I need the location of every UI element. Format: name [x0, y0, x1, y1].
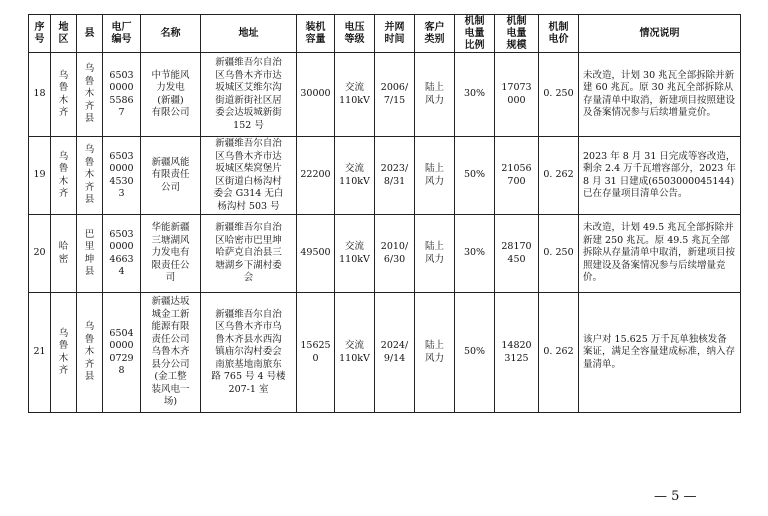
cell-ratio: 30%: [455, 53, 495, 137]
cell-voltage: 交流 110kV: [335, 215, 375, 293]
cell-ratio: 50%: [455, 137, 495, 215]
header-grid-time: 并网 时间: [375, 15, 415, 53]
cell-grid-time: 2006/ 7/15: [375, 53, 415, 137]
cell-no: 20: [29, 215, 51, 293]
cell-address: 新疆维吾尔自治 区哈密市巴里坤 哈萨克自治县三 塘湖乡下湖村委 会: [201, 215, 297, 293]
header-capacity: 装机 容量: [297, 15, 335, 53]
header-county: 县: [77, 15, 103, 53]
cell-voltage: 交流 110kV: [335, 53, 375, 137]
cell-price: 0. 262: [539, 137, 579, 215]
cell-no: 21: [29, 293, 51, 413]
cell-customer: 陆上 风力: [415, 215, 455, 293]
cell-county: 乌 鲁 木 齐 县: [77, 137, 103, 215]
header-voltage: 电压 等级: [335, 15, 375, 53]
header-name: 名称: [141, 15, 201, 53]
cell-voltage: 交流 110kV: [335, 293, 375, 413]
cell-grid-time: 2024/ 9/14: [375, 293, 415, 413]
cell-capacity: 15625 0: [297, 293, 335, 413]
cell-address: 新疆维吾尔自治 区乌鲁木齐市乌 鲁木齐县水西沟 镇庙尔沟村委会 南旅基地南旅东 路 765 号 4 号楼 207-1 室: [201, 293, 297, 413]
cell-name: 中节能风 力发电 (新疆) 有限公司: [141, 53, 201, 137]
cell-name: 华能新疆 三塘湖风 力发电有 限责任公 司: [141, 215, 201, 293]
cell-scale: 28170 450: [495, 215, 539, 293]
header-no: 序 号: [29, 15, 51, 53]
cell-region: 乌 鲁 木 齐: [51, 53, 77, 137]
table-row: [29, 293, 741, 413]
header-plant-id: 电厂 编号: [103, 15, 141, 53]
cell-name: 新疆风能 有限责任 公司: [141, 137, 201, 215]
cell-note: 未改造，计划 30 兆瓦全部拆除并新建 60 兆瓦。原 30 兆瓦全部拆除从存量清单中取消，新建项目按照建设及备案情况参与后续增量竞价。: [579, 53, 741, 137]
cell-plant-id: 6503 0000 5586 7: [103, 53, 141, 137]
cell-customer: 陆上 风力: [415, 137, 455, 215]
cell-name: 新疆达坂 城金工新 能源有限 责任公司 乌鲁木齐 县分公司 (金工整 装风电一 场): [141, 293, 201, 413]
cell-ratio: 30%: [455, 215, 495, 293]
cell-region: 乌 鲁 木 齐: [51, 137, 77, 215]
cell-county: 乌 鲁 木 齐 县: [77, 293, 103, 413]
cell-price: 0. 262: [539, 293, 579, 413]
cell-scale: 17073 000: [495, 53, 539, 137]
cell-customer: 陆上 风力: [415, 293, 455, 413]
cell-region: 乌 鲁 木 齐: [51, 293, 77, 413]
cell-address: 新疆维吾尔自治 区乌鲁木齐市达 坂城区艾维尔沟 街道新街社区居 委会达坂城新街 152 号: [201, 53, 297, 137]
table-row: [29, 215, 741, 293]
cell-grid-time: 2010/ 6/30: [375, 215, 415, 293]
cell-price: 0. 250: [539, 53, 579, 137]
cell-county: 乌 鲁 木 齐 县: [77, 53, 103, 137]
header-note: 情况说明: [579, 15, 741, 53]
cell-note: 未改造，计划 49.5 兆瓦全部拆除并新建 250 兆瓦。原 49.5 兆瓦全部拆除从存量清单中取消，新建项目按照建设及备案情况参与后续增量竞价。: [579, 215, 741, 293]
cell-capacity: 22200: [297, 137, 335, 215]
table-row: [29, 53, 741, 137]
cell-ratio: 50%: [455, 293, 495, 413]
cell-county: 巴 里 坤 县: [77, 215, 103, 293]
header-customer: 客户 类别: [415, 15, 455, 53]
cell-price: 0. 250: [539, 215, 579, 293]
cell-no: 19: [29, 137, 51, 215]
cell-capacity: 49500: [297, 215, 335, 293]
cell-note: 2023 年 8 月 31 日完成等容改造，剩余 2.4 万千瓦增容部分，2023 年 8 月 31 日建成(6503000045144)已在存量项目清单公告。: [579, 137, 741, 215]
cell-region: 哈 密: [51, 215, 77, 293]
table-header-row: [29, 15, 741, 53]
header-scale: 机制 电量 规模: [495, 15, 539, 53]
cell-address: 新疆维吾尔自治 区乌鲁木齐市达 坂城区柴窝堡片 区街道白杨沟村 委会 G314 无白 杨沟村 503 号: [201, 137, 297, 215]
header-price: 机制 电价: [539, 15, 579, 53]
plant-table: [28, 14, 741, 413]
cell-scale: 14820 3125: [495, 293, 539, 413]
table-row: [29, 137, 741, 215]
cell-note: 该户对 15.625 万千瓦单独核发备案证，满足全容量建成标准，纳入存量清单。: [579, 293, 741, 413]
cell-capacity: 30000: [297, 53, 335, 137]
cell-plant-id: 6503 0000 4530 3: [103, 137, 141, 215]
cell-scale: 21056 700: [495, 137, 539, 215]
cell-plant-id: 6503 0000 4663 4: [103, 215, 141, 293]
page-number: — 5 —: [654, 489, 697, 504]
header-region: 地 区: [51, 15, 77, 53]
cell-plant-id: 6504 0000 0729 8: [103, 293, 141, 413]
cell-no: 18: [29, 53, 51, 137]
header-address: 地址: [201, 15, 297, 53]
cell-voltage: 交流 110kV: [335, 137, 375, 215]
cell-grid-time: 2023/ 8/31: [375, 137, 415, 215]
header-ratio: 机制 电量 比例: [455, 15, 495, 53]
cell-customer: 陆上 风力: [415, 53, 455, 137]
